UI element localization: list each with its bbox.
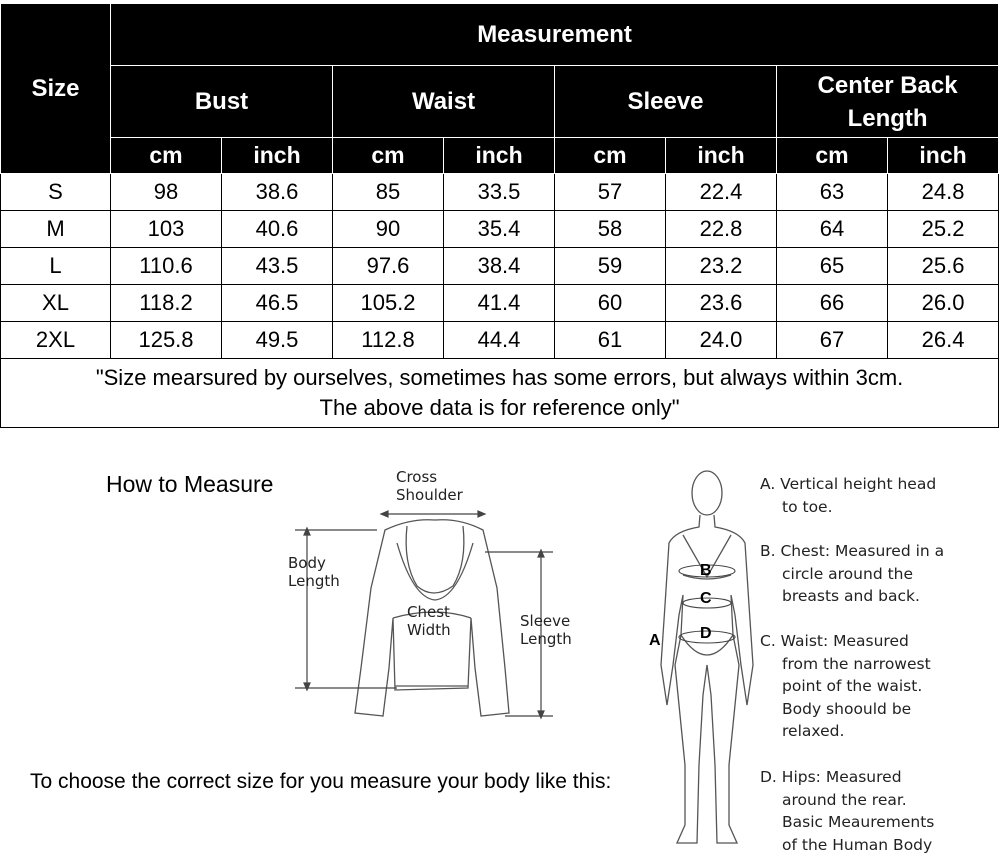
- value-cell: 103: [111, 211, 222, 248]
- value-cell: 26.0: [888, 285, 999, 322]
- choose-size-instruction: To choose the correct size for you measure your body like this:: [30, 770, 612, 793]
- value-cell: 63: [777, 174, 888, 211]
- value-cell: 23.6: [666, 285, 777, 322]
- value-cell: 90: [333, 211, 444, 248]
- value-cell: 64: [777, 211, 888, 248]
- value-cell: 35.4: [444, 211, 555, 248]
- unit-header: cm: [555, 138, 666, 174]
- value-cell: 66: [777, 285, 888, 322]
- value-cell: 61: [555, 322, 666, 359]
- value-cell: 65: [777, 248, 888, 285]
- size-cell: S: [1, 174, 111, 211]
- value-cell: 58: [555, 211, 666, 248]
- unit-header: cm: [111, 138, 222, 174]
- value-cell: 41.4: [444, 285, 555, 322]
- legend-d: D. Hips: Measured around the rear. Basic Meaurements of the Human Body: [760, 768, 935, 854]
- value-cell: 112.8: [333, 322, 444, 359]
- value-cell: 43.5: [222, 248, 333, 285]
- value-cell: 22.8: [666, 211, 777, 248]
- unit-header: inch: [888, 138, 999, 174]
- value-cell: 110.6: [111, 248, 222, 285]
- unit-header: inch: [666, 138, 777, 174]
- value-cell: 98: [111, 174, 222, 211]
- table-row: [1, 322, 999, 359]
- value-cell: 125.8: [111, 322, 222, 359]
- unit-header: inch: [222, 138, 333, 174]
- legend-c: C. Waist: Measured from the narrowest point of the waist. Body shoould be relaxed.: [760, 632, 931, 740]
- value-cell: 49.5: [222, 322, 333, 359]
- value-cell: 26.4: [888, 322, 999, 359]
- value-cell: 105.2: [333, 285, 444, 322]
- cross-shoulder-label: Cross Shoulder: [396, 468, 463, 504]
- value-cell: 38.6: [222, 174, 333, 211]
- chest-width-label: Chest Width: [407, 603, 451, 639]
- unit-header: inch: [444, 138, 555, 174]
- unit-header: cm: [777, 138, 888, 174]
- legend-a: A. Vertical height head to toe.: [760, 475, 937, 516]
- table-note: "Size mearsured by ourselves, sometimes has some errors, but always within 3cm. The above data is for reference only": [1, 359, 999, 428]
- size-chart-table: [0, 3, 999, 428]
- body-label-a: A: [649, 632, 661, 649]
- value-cell: 33.5: [444, 174, 555, 211]
- size-header: Size: [1, 4, 111, 174]
- size-cell: XL: [1, 285, 111, 322]
- table-row: [1, 285, 999, 322]
- value-cell: 22.4: [666, 174, 777, 211]
- value-cell: 118.2: [111, 285, 222, 322]
- size-cell: L: [1, 248, 111, 285]
- unit-header: cm: [333, 138, 444, 174]
- center-back-length-header: Center Back Length: [777, 66, 999, 138]
- legend-b: B. Chest: Measured in a circle around the breasts and back.: [760, 542, 945, 605]
- table-row: [1, 211, 999, 248]
- value-cell: 60: [555, 285, 666, 322]
- body-length-label: Body Length: [288, 554, 340, 590]
- value-cell: 40.6: [222, 211, 333, 248]
- value-cell: 46.5: [222, 285, 333, 322]
- body-label-d: D: [700, 625, 712, 642]
- how-to-measure-title: How to Measure: [106, 471, 274, 497]
- sleeve-header: Sleeve: [555, 66, 777, 138]
- value-cell: 85: [333, 174, 444, 211]
- value-cell: 44.4: [444, 322, 555, 359]
- value-cell: 59: [555, 248, 666, 285]
- value-cell: 25.2: [888, 211, 999, 248]
- value-cell: 57: [555, 174, 666, 211]
- sleeve-length-label: Sleeve Length: [520, 612, 572, 648]
- value-cell: 23.2: [666, 248, 777, 285]
- body-label-b: B: [700, 562, 712, 579]
- value-cell: 97.6: [333, 248, 444, 285]
- bust-header: Bust: [111, 66, 333, 138]
- value-cell: 67: [777, 322, 888, 359]
- value-cell: 24.8: [888, 174, 999, 211]
- value-cell: 25.6: [888, 248, 999, 285]
- table-row: [1, 248, 999, 285]
- waist-header: Waist: [333, 66, 555, 138]
- measurement-header: Measurement: [111, 4, 999, 66]
- body-label-c: C: [700, 590, 712, 607]
- value-cell: 38.4: [444, 248, 555, 285]
- body-figure: [645, 465, 765, 855]
- value-cell: 24.0: [666, 322, 777, 359]
- size-cell: M: [1, 211, 111, 248]
- table-row: [1, 174, 999, 211]
- shirt-diagram: [285, 468, 585, 728]
- size-cell: 2XL: [1, 322, 111, 359]
